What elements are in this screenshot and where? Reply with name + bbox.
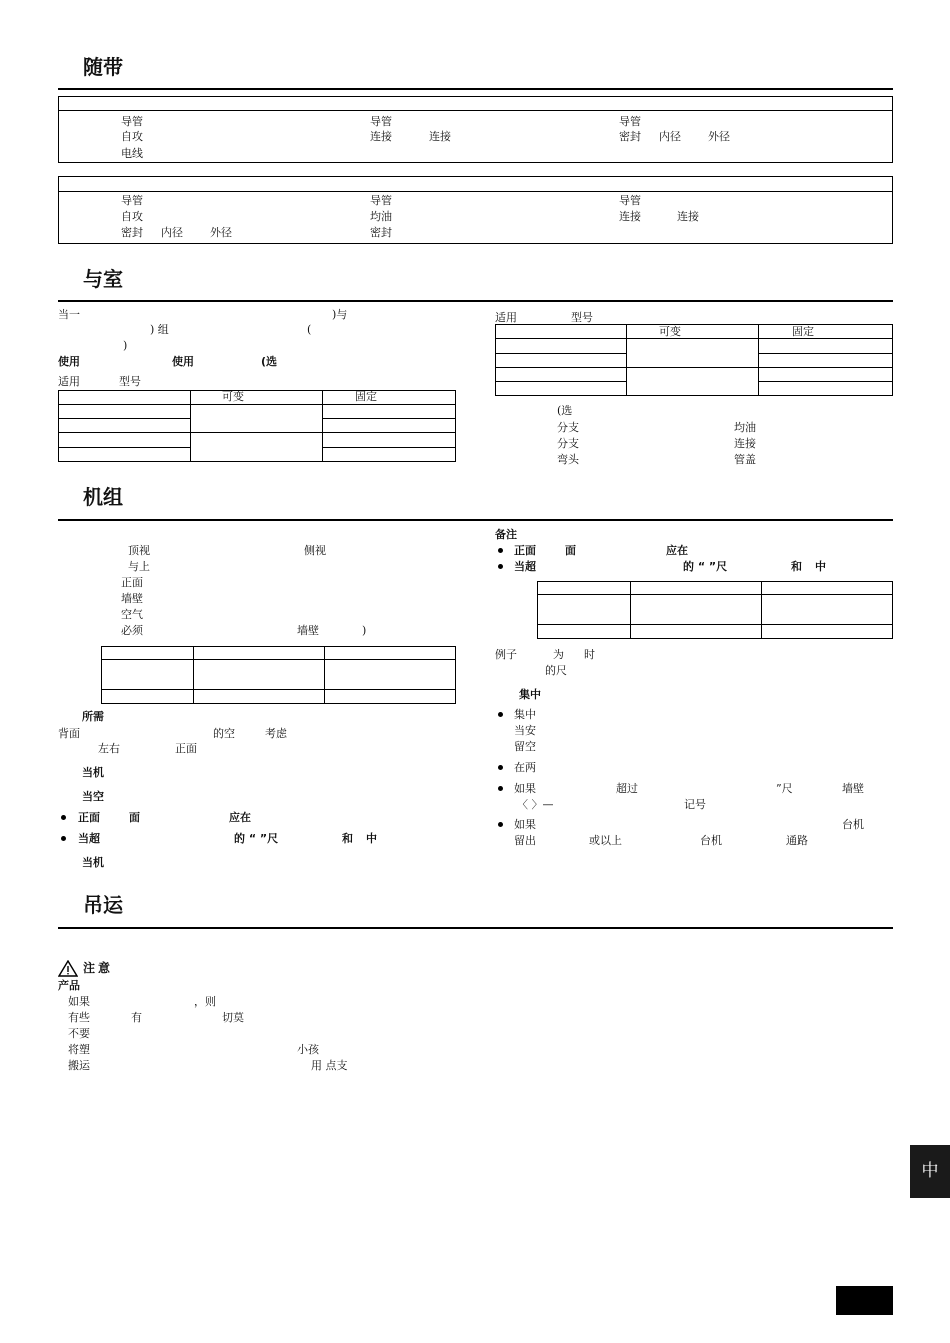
text-bold: (选 (261, 355, 278, 368)
text: 空气 (121, 608, 143, 621)
text: 台机 (842, 818, 864, 831)
text: ，则 (194, 995, 216, 1008)
t2-c1-r3b: 内径 (161, 226, 183, 239)
text: 搬运 (68, 1059, 90, 1072)
text: 为 (553, 648, 564, 661)
t1-c1-r2: 自攻 (121, 130, 143, 143)
text: 侧视 (304, 544, 326, 557)
warning-icon (58, 960, 78, 981)
text: ) (123, 339, 128, 352)
text: 超过 (616, 782, 638, 795)
row-line (495, 367, 893, 368)
text-bold: 的 “ ”尺 (683, 560, 728, 573)
text-bold: 正面 (514, 544, 536, 557)
text: 在两 (514, 761, 536, 774)
t1-c2-r1: 导管 (370, 115, 392, 128)
text-bold: 面 (565, 544, 576, 557)
text: )与 (332, 308, 348, 321)
bullet-icon (61, 815, 66, 820)
text: 切莫 (222, 1011, 244, 1024)
text: 如果 (514, 818, 536, 831)
text: 的尺 (545, 664, 567, 677)
row-line (101, 659, 456, 660)
text: 例子 (495, 648, 517, 661)
row-line (495, 381, 626, 382)
text: 的空 (213, 727, 235, 740)
accessory-table-2 (58, 176, 893, 244)
space-table-right (537, 581, 893, 639)
col-line (630, 581, 631, 639)
text-bold: 应在 (666, 544, 688, 557)
text: 墙壁 (297, 624, 319, 637)
text: 如果 (514, 782, 536, 795)
text: 管盖 (734, 453, 756, 466)
col-line (193, 646, 194, 704)
bullet-icon (498, 548, 503, 553)
t2-c3-r2b: 连接 (677, 210, 699, 223)
model-table-left (58, 390, 456, 462)
text: 有 (131, 1011, 142, 1024)
text: 型号 (119, 375, 141, 388)
text-bold: 的 “ ”尺 (234, 832, 279, 845)
t1-c1-r3: 电线 (121, 147, 143, 160)
text: 当一 (58, 308, 80, 321)
text: 必须 (121, 624, 143, 637)
text: 均油 (734, 421, 756, 434)
t2-c2-r3: 密封 (370, 226, 392, 239)
space-table-left (101, 646, 456, 704)
text-bold: 当超 (78, 832, 100, 845)
t1-c1-r1: 导管 (121, 115, 143, 128)
col-line (322, 390, 323, 462)
text-bold: 中 (815, 560, 826, 573)
section-rule (58, 519, 893, 521)
row-line (58, 432, 456, 433)
text: 分支 (557, 437, 579, 450)
text: 将塑 (68, 1043, 90, 1056)
row-line (495, 338, 893, 339)
text: ( (307, 323, 312, 336)
col-line (324, 646, 325, 704)
text: 与上 (128, 560, 150, 573)
text: 留出 (514, 834, 536, 847)
section-title-accessories: 随带 (83, 55, 123, 79)
text-bold: 应在 (229, 811, 251, 824)
text: 集中 (514, 708, 536, 721)
t2-c3-r1: 导管 (619, 194, 641, 207)
model-table-right (495, 324, 893, 396)
t1-c3-r1: 导管 (619, 115, 641, 128)
table-head-variable: 可变 (659, 325, 681, 338)
text: 小孩 (297, 1043, 319, 1056)
t1-c3-r2c: 外径 (708, 130, 730, 143)
col-line (758, 324, 759, 396)
text-bold: 当空 (82, 790, 104, 803)
t2-c1-r3: 密封 (121, 226, 143, 239)
text: 或以上 (589, 834, 622, 847)
col-line (626, 324, 627, 396)
row-line (58, 404, 456, 405)
text: ”尺 (776, 782, 793, 795)
table-header-line (58, 191, 893, 192)
text-bold: 正面 (78, 811, 100, 824)
text: 正面 (175, 742, 197, 755)
text: 台机 (700, 834, 722, 847)
text-bold: 面 (129, 811, 140, 824)
bullet-icon (498, 822, 503, 827)
text: 适用 (58, 375, 80, 388)
t1-c2-r2b: 连接 (429, 130, 451, 143)
text-bold: 所需 (82, 710, 104, 723)
t2-c2-r2: 均油 (370, 210, 392, 223)
text-bold: 和 (791, 560, 802, 573)
text: 背面 (58, 727, 80, 740)
section-title-indoor: 与室 (83, 267, 123, 291)
text: 记号 (684, 798, 706, 811)
note-label: 备注 (495, 528, 517, 541)
text: 正面 (121, 576, 143, 589)
t2-c1-r1: 导管 (121, 194, 143, 207)
text: ) (362, 624, 367, 637)
row-line (758, 381, 893, 382)
row-line (58, 418, 190, 419)
t1-c2-r2: 连接 (370, 130, 392, 143)
section-rule (58, 300, 893, 302)
row-line (537, 594, 893, 595)
text-bold: 使用 (172, 355, 194, 368)
t2-c1-r3c: 外径 (210, 226, 232, 239)
text: 当安 (514, 724, 536, 737)
text: (选 (557, 404, 573, 417)
row-line (322, 447, 456, 448)
text: 如果 (68, 995, 90, 1008)
col-line (761, 581, 762, 639)
row-line (58, 447, 190, 448)
text: 有些 (68, 1011, 90, 1024)
col-line (190, 390, 191, 462)
row-line (495, 353, 626, 354)
text: 用 点支 (311, 1059, 348, 1072)
text: 通路 (786, 834, 808, 847)
text: 考虑 (265, 727, 287, 740)
text: 时 (584, 648, 595, 661)
accessory-table-1 (58, 96, 893, 163)
t2-c2-r1: 导管 (370, 194, 392, 207)
text: 分支 (557, 421, 579, 434)
text: ) 组 (150, 323, 169, 336)
section-rule (58, 927, 893, 929)
text: 顶视 (128, 544, 150, 557)
text: 适用 (495, 311, 517, 324)
table-header-line (58, 110, 893, 111)
bullet-icon (498, 786, 503, 791)
row-line (101, 689, 456, 690)
bullet-icon (498, 564, 503, 569)
text: 不要 (68, 1027, 90, 1040)
text: 左右 (98, 742, 120, 755)
bullet-icon (498, 765, 503, 770)
row-line (322, 418, 456, 419)
text-bold: 产品 (58, 979, 80, 992)
t2-c1-r2: 自攻 (121, 210, 143, 223)
text: 墙壁 (121, 592, 143, 605)
text: 留空 (514, 740, 536, 753)
t1-c3-r2: 密封 (619, 130, 641, 143)
section-rule (58, 88, 893, 90)
bullet-icon (498, 712, 503, 717)
text-bold: 当机 (82, 856, 104, 869)
text: 弯头 (557, 453, 579, 466)
language-tab: 中 (910, 1145, 950, 1198)
row-line (537, 624, 893, 625)
text-bold: 当机 (82, 766, 104, 779)
text-bold: 集中 (519, 688, 541, 701)
table-head-fixed: 固定 (355, 390, 377, 403)
table-head-variable: 可变 (222, 390, 244, 403)
t1-c3-r2b: 内径 (659, 130, 681, 143)
caution-label: 注意 (83, 961, 114, 975)
text: 〈 〉— (517, 798, 554, 811)
text: 连接 (734, 437, 756, 450)
section-title-lifting: 吊运 (83, 893, 123, 917)
bullet-icon (61, 836, 66, 841)
text: 型号 (571, 311, 593, 324)
section-title-unit: 机组 (83, 485, 123, 509)
table-head-fixed: 固定 (792, 325, 814, 338)
row-line (758, 353, 893, 354)
text-bold: 使用 (58, 355, 80, 368)
text-bold: 当超 (514, 560, 536, 573)
page-number-box (836, 1286, 893, 1315)
text: 墙壁 (842, 782, 864, 795)
t2-c3-r2: 连接 (619, 210, 641, 223)
text-bold: 中 (366, 832, 377, 845)
text-bold: 和 (342, 832, 353, 845)
